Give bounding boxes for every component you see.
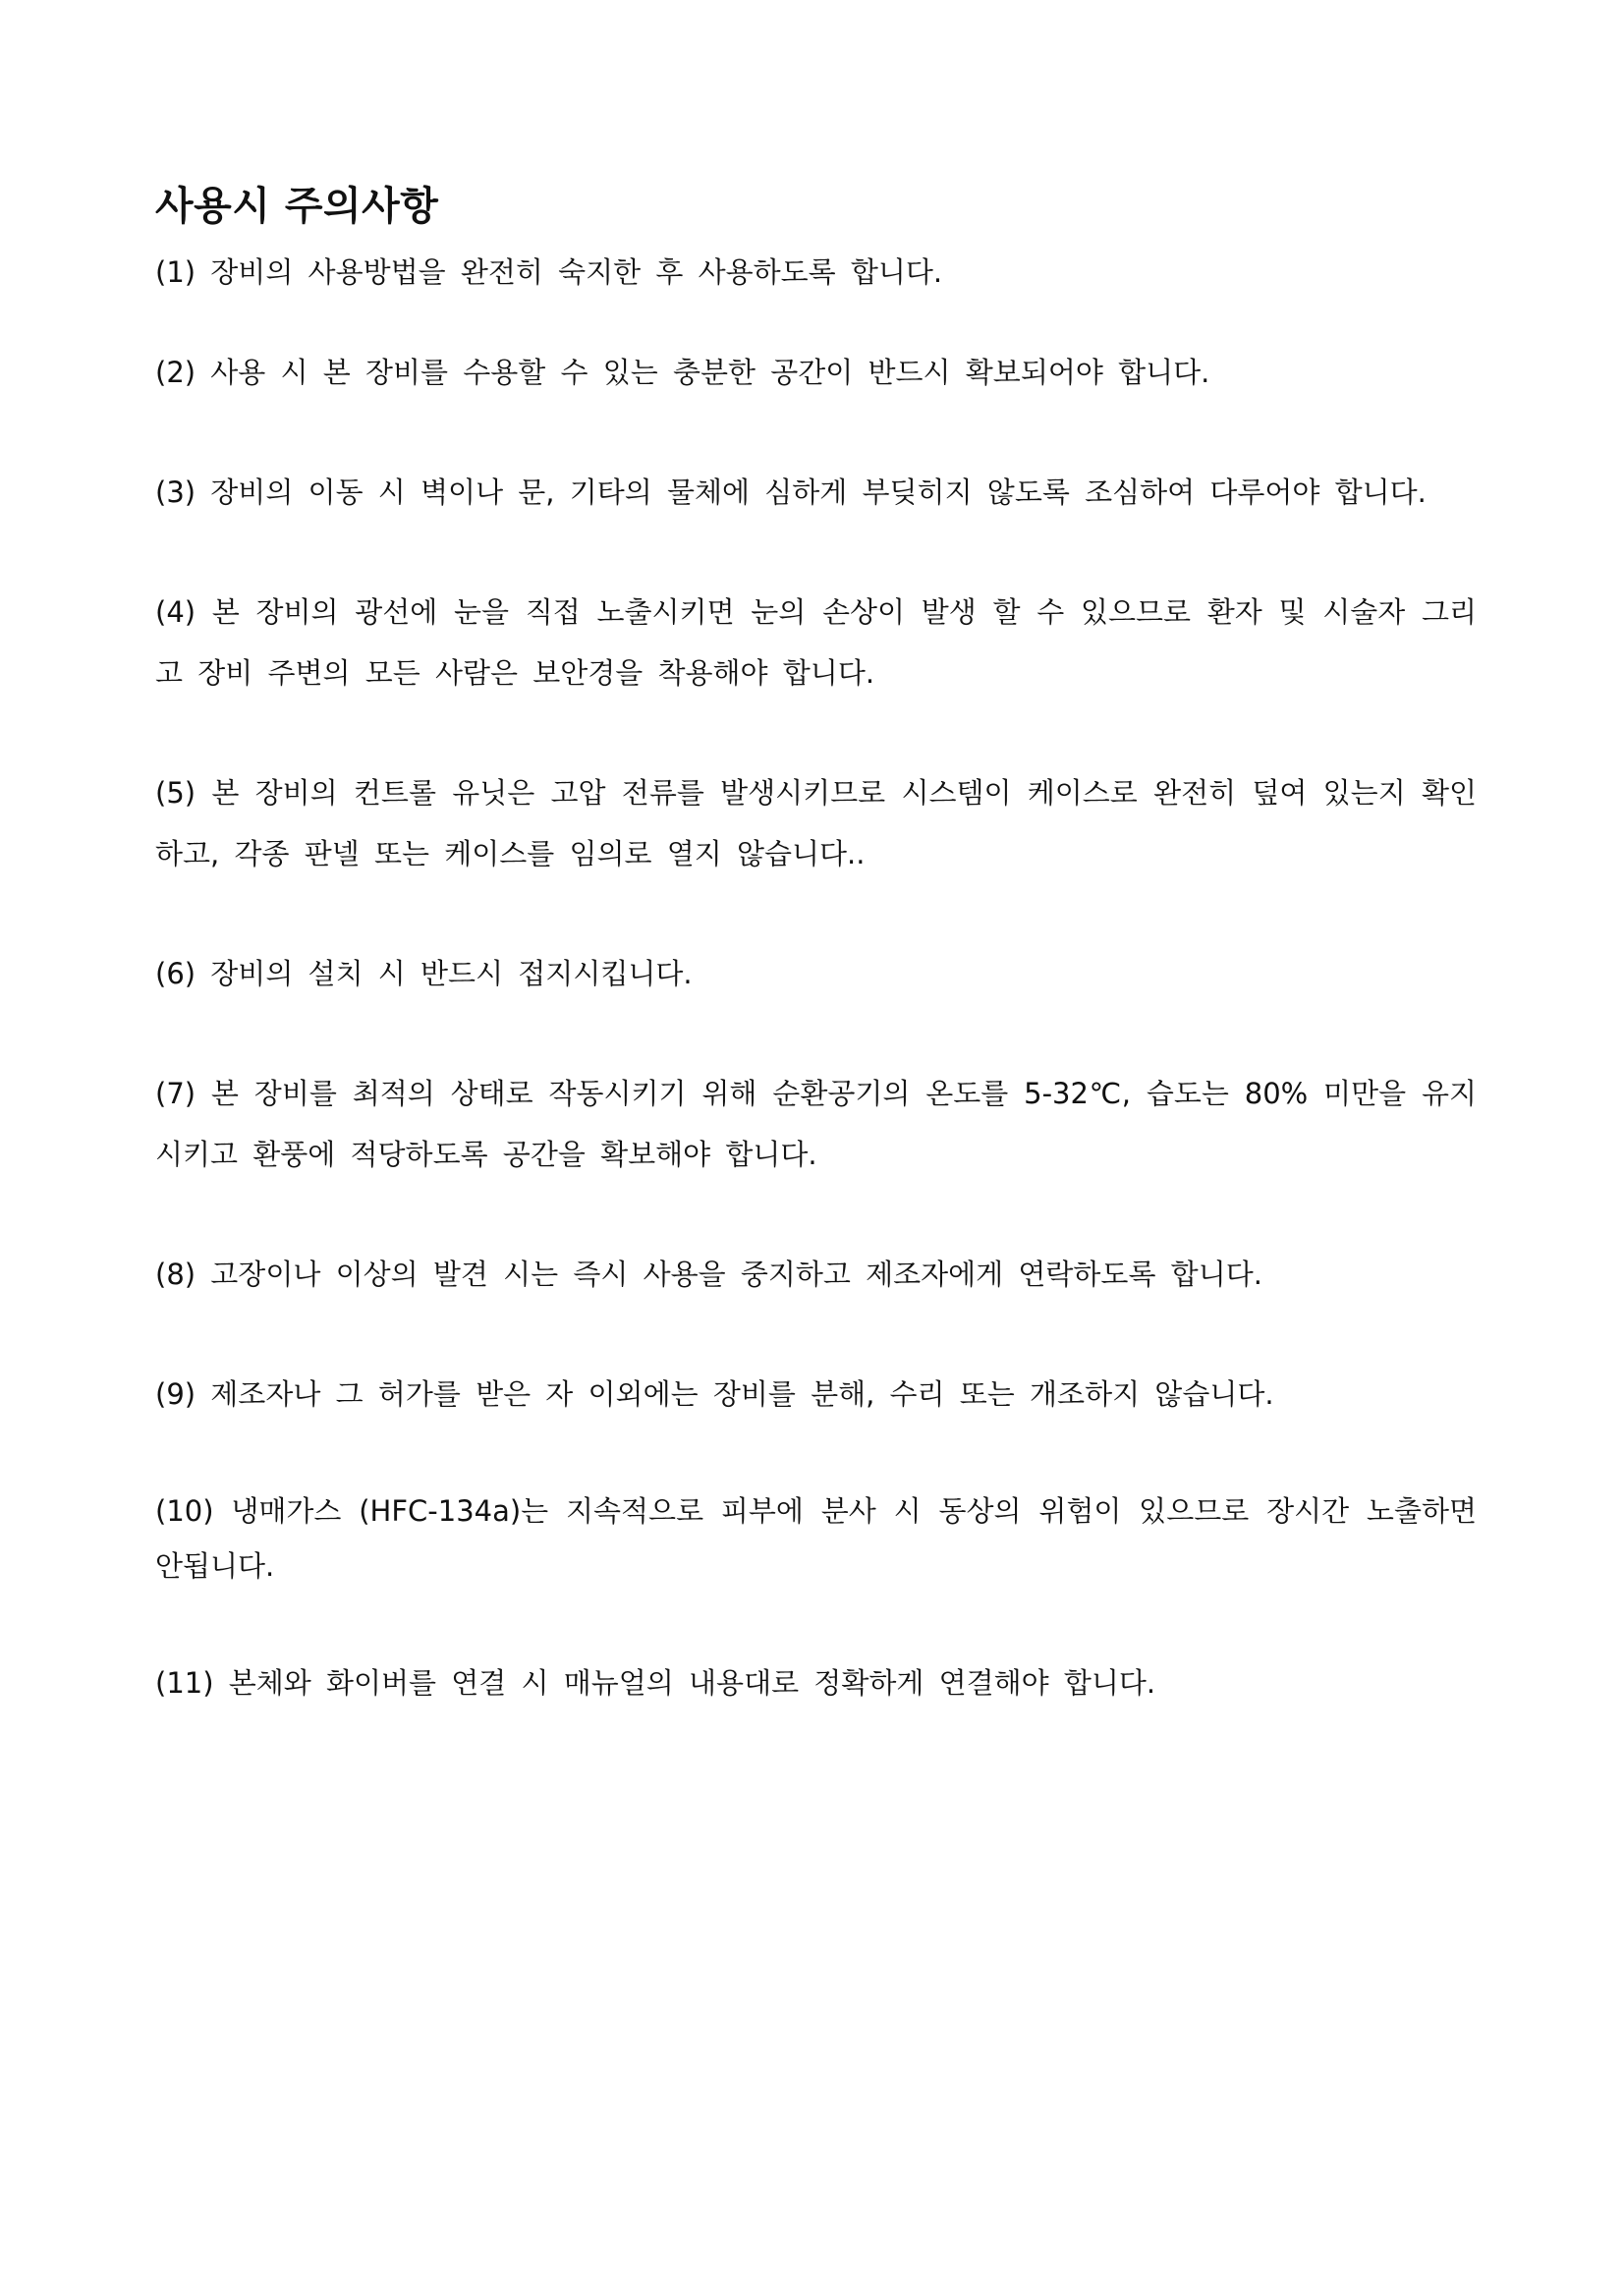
caution-item-8: (8) 고장이나 이상의 발견 시는 즉시 사용을 중지하고 제조자에게 연락하도록 합니다. [155,1258,1262,1291]
caution-item-9: (9) 제조자나 그 허가를 받은 자 이외에는 장비를 분해, 수리 또는 개조하지 않습니다. [155,1377,1274,1411]
caution-item-2: (2) 사용 시 본 장비를 수용할 수 있는 충분한 공간이 반드시 확보되어야 합니다. [155,356,1210,389]
document-body [155,185,1477,1713]
caution-item-6: (6) 장비의 설치 시 반드시 접지시킵니다. [155,957,693,990]
caution-item-7: (7) 본 장비를 최적의 상태로 작동시키기 위해 순환공기의 온도를 5-32℃, 습도는 80% 미만을 유지시키고 환풍에 적당하도록 공간을 확보해야 합니다. [155,1077,1477,1171]
page-title: 사용시 주의사항 [155,184,439,229]
caution-item-4: (4) 본 장비의 광선에 눈을 직접 노출시키면 눈의 손상이 발생 할 수 있으므로 환자 및 시술자 그리고 장비 주변의 모든 사람은 보안경을 착용해야 합니다. [155,595,1477,690]
caution-item-1: (1) 장비의 사용방법을 완전히 숙지한 후 사용하도록 합니다. [155,255,943,289]
caution-item-10: (10) 냉매가스 (HFC-134a)는 지속적으로 피부에 분사 시 동상의 위험이 있으므로 장시간 노출하면 안됩니다. [155,1494,1477,1583]
caution-item-3: (3) 장비의 이동 시 벽이나 문, 기타의 물체에 심하게 부딪히지 않도록 조심하여 다루어야 합니다. [155,476,1427,509]
caution-item-11: (11) 본체와 화이버를 연결 시 매뉴얼의 내용대로 정확하게 연결해야 합니다. [155,1666,1156,1700]
caution-item-5: (5) 본 장비의 컨트롤 유닛은 고압 전류를 발생시키므로 시스템이 케이스로 완전히 덮여 있는지 확인하고, 각종 판넬 또는 케이스를 임의로 열지 않습니다.. [155,776,1477,870]
